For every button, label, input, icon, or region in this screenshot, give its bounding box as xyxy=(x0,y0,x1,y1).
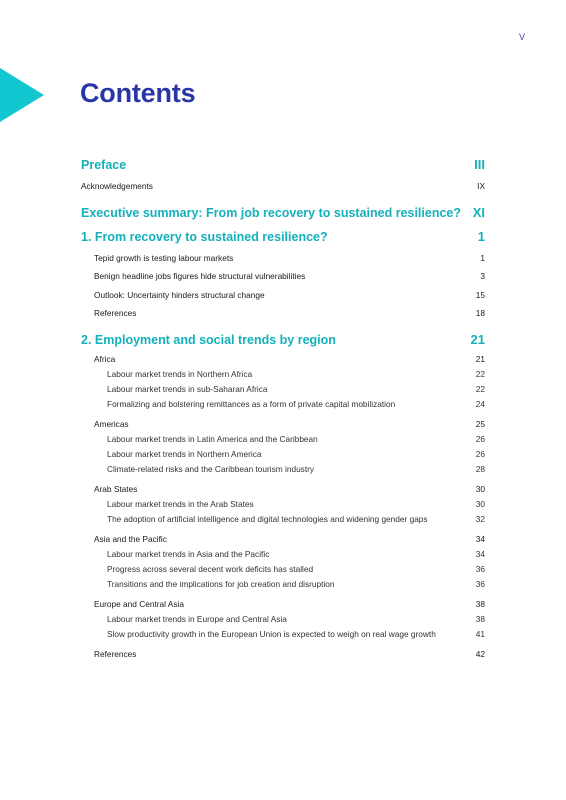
toc-entry-executive-summary[interactable] xyxy=(81,201,485,225)
toc-page: 34 xyxy=(475,548,485,559)
toc-entry[interactable] xyxy=(81,627,485,642)
toc-entry[interactable] xyxy=(81,497,485,512)
toc-entry[interactable] xyxy=(81,562,485,577)
toc-page: 3 xyxy=(480,271,485,281)
toc-page: 42 xyxy=(475,648,485,659)
toc-page: 22 xyxy=(475,383,485,394)
accent-triangle xyxy=(0,68,44,122)
toc-label: Labour market trends in Latin America and the Caribbean xyxy=(107,433,318,444)
toc-entry-references[interactable] xyxy=(81,647,485,662)
toc-page: 15 xyxy=(475,289,485,300)
toc-label: Transitions and the implications for job creation and disruption xyxy=(107,578,335,589)
toc-page: XI xyxy=(472,204,485,220)
toc-page: 26 xyxy=(475,433,485,444)
toc-entry[interactable] xyxy=(81,304,485,323)
toc-label: Progress across several decent work deficits has stalled xyxy=(107,563,314,574)
toc-entry[interactable] xyxy=(81,249,485,268)
toc-label: Labour market trends in sub-Saharan Africa xyxy=(107,383,268,394)
toc-page: 41 xyxy=(475,628,485,639)
toc-page: IX xyxy=(477,181,485,191)
toc-entry[interactable] xyxy=(81,577,485,592)
toc-entry-preface[interactable] xyxy=(81,153,485,177)
toc-entry-asia-pacific[interactable] xyxy=(81,532,485,547)
toc-label: Climate-related risks and the Caribbean tourism industry xyxy=(107,463,315,474)
toc-page: 26 xyxy=(475,448,485,459)
toc-page: 30 xyxy=(475,498,485,509)
toc-entry[interactable] xyxy=(81,462,485,477)
toc-entry[interactable] xyxy=(81,367,485,382)
toc-page: 18 xyxy=(475,308,485,318)
toc-entry-chapter-1[interactable] xyxy=(81,225,485,249)
toc-page: 36 xyxy=(475,563,485,574)
toc-entry[interactable] xyxy=(81,286,485,305)
toc-page: 34 xyxy=(475,533,485,544)
toc-label: Tepid growth is testing labour markets xyxy=(94,252,234,263)
toc-entry-europe-central-asia[interactable] xyxy=(81,597,485,612)
toc-label: Executive summary: From job recovery to sustained resilience? xyxy=(81,205,462,220)
toc-label: Asia and the Pacific xyxy=(94,533,167,544)
toc-label: Outlook: Uncertainty hinders structural change xyxy=(94,289,265,300)
toc-entry[interactable] xyxy=(81,267,485,286)
toc-page: 1 xyxy=(477,228,485,244)
toc-entry[interactable] xyxy=(81,447,485,462)
page-number: V xyxy=(519,32,526,42)
toc-label: Acknowledgements xyxy=(81,181,153,191)
toc-entry[interactable] xyxy=(81,397,485,412)
toc-label: 2. Employment and social trends by region xyxy=(81,332,336,347)
toc-entry[interactable] xyxy=(81,612,485,627)
toc-page: III xyxy=(474,157,485,172)
toc-entry[interactable] xyxy=(81,382,485,397)
toc-label: Labour market trends in Northern Africa xyxy=(107,368,253,379)
toc-label: References xyxy=(94,308,137,318)
toc-label: Europe and Central Asia xyxy=(94,598,184,609)
toc-page: 21 xyxy=(470,331,485,347)
toc-page: 28 xyxy=(475,463,485,474)
toc-entry-chapter-2[interactable] xyxy=(81,328,485,352)
toc-page: 21 xyxy=(475,353,485,364)
toc-page: 1 xyxy=(480,252,485,263)
toc-page: 32 xyxy=(475,513,485,524)
toc-page: 36 xyxy=(475,578,485,589)
toc-label: Preface xyxy=(81,158,127,172)
toc-entry[interactable] xyxy=(81,432,485,447)
toc-entry-americas[interactable] xyxy=(81,417,485,432)
toc-label: Benign headline jobs figures hide structural vulnerabilities xyxy=(94,271,306,281)
toc-label: The adoption of artificial intelligence and digital technologies and widening gender gaps xyxy=(107,513,428,524)
toc-entry-africa[interactable] xyxy=(81,352,485,367)
toc-entry-arab-states[interactable] xyxy=(81,482,485,497)
toc-entry[interactable] xyxy=(81,547,485,562)
toc-label: Labour market trends in Northern America xyxy=(107,448,262,459)
toc-page: 38 xyxy=(475,598,485,609)
toc-label: Labour market trends in Europe and Central Asia xyxy=(107,613,287,624)
toc-label: 1. From recovery to sustained resilience? xyxy=(81,229,328,244)
toc-label: Arab States xyxy=(94,483,138,494)
table-of-contents xyxy=(81,153,485,662)
toc-label: References xyxy=(94,648,137,659)
toc-page: 30 xyxy=(475,483,485,494)
toc-page: 22 xyxy=(475,368,485,379)
toc-page: 25 xyxy=(475,418,485,429)
toc-label: Slow productivity growth in the European Union is expected to weigh on real wage growth xyxy=(107,628,436,639)
toc-page: 24 xyxy=(475,398,485,409)
toc-entry-acknowledgements[interactable] xyxy=(81,177,485,196)
toc-entry[interactable] xyxy=(81,512,485,527)
page-title: Contents xyxy=(80,78,196,108)
toc-page: 38 xyxy=(475,613,485,624)
toc-label: Africa xyxy=(94,353,116,364)
toc-label: Formalizing and bolstering remittances as a form of private capital mobilization xyxy=(107,398,396,409)
toc-label: Labour market trends in Asia and the Pacific xyxy=(107,548,270,559)
toc-label: Labour market trends in the Arab States xyxy=(107,498,254,509)
toc-label: Americas xyxy=(94,418,129,429)
